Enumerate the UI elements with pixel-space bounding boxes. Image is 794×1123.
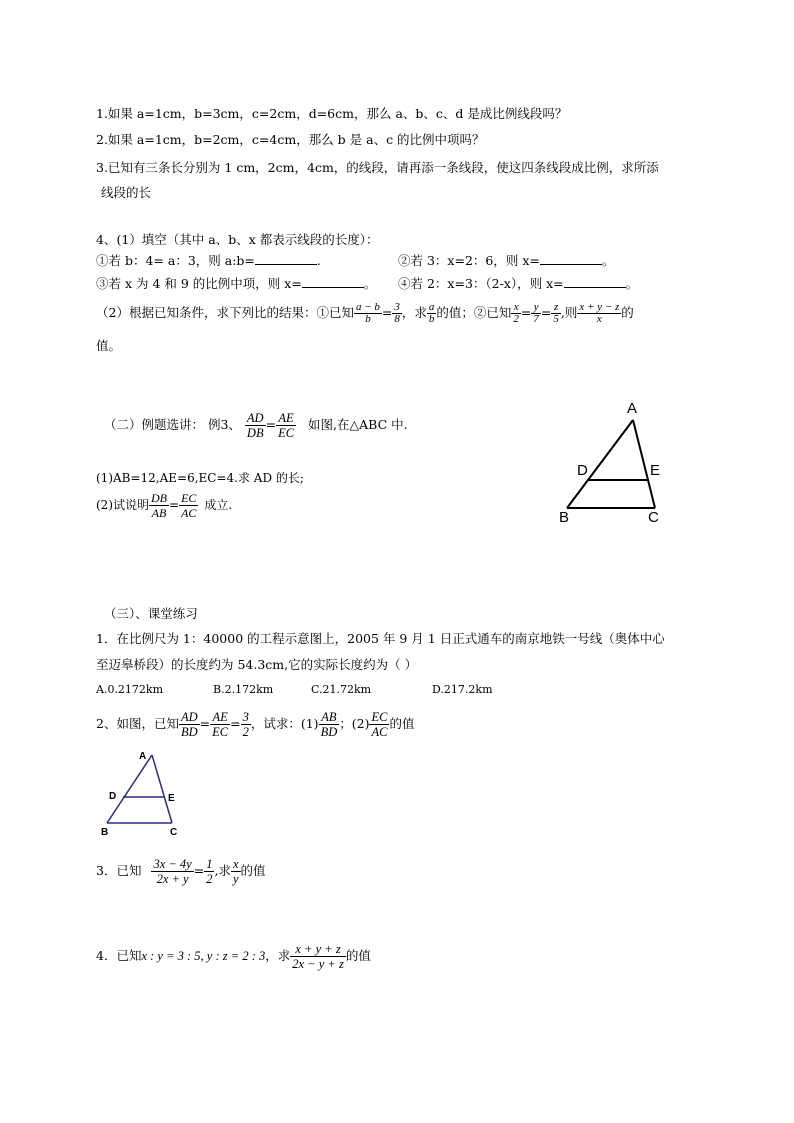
fraction (577, 302, 621, 325)
fraction (149, 491, 169, 520)
question-4-heading: 4、(1）填空（其中 a、b、x 都表示线段的长度）： (96, 232, 379, 247)
fraction (151, 857, 193, 886)
point-label-d: D (109, 791, 117, 802)
fill-blank-4-text: ④若 2：x=3：（2-x），则 x= (398, 276, 564, 291)
example-after: 如图,在△ABC 中. (308, 417, 408, 432)
fraction (210, 710, 230, 739)
numerator: 3 (394, 301, 400, 313)
denominator: 2 (206, 872, 213, 886)
equals-sign: = (193, 863, 205, 878)
equals-sign: = (199, 716, 211, 731)
numerator: a − b (355, 301, 380, 313)
numerator: 3 (242, 710, 249, 724)
fill-blank-4 (398, 274, 638, 292)
question-4-part-2-end: 值。 (96, 338, 122, 353)
denominator: AC (181, 506, 197, 520)
vertex-label-a: A (627, 400, 638, 417)
numerator: x (232, 857, 239, 871)
practice-4-post: 的值 (345, 948, 371, 963)
fraction (231, 857, 241, 886)
answer-blank[interactable] (564, 276, 626, 288)
practice-heading: （三）、课堂练习 (104, 606, 198, 621)
fraction (204, 857, 214, 886)
fill-blank-1 (96, 251, 321, 269)
fraction (276, 411, 296, 440)
practice-2-sep: ；(2) (339, 716, 370, 731)
fill-blank-3-end: 。 (363, 276, 377, 291)
fill-blank-2 (398, 251, 614, 269)
fraction (241, 710, 251, 739)
equals-sign: = (265, 417, 277, 432)
point-label-d: D (577, 462, 588, 479)
denominator: 2x − y + z (292, 957, 344, 971)
numerator: AE (276, 411, 296, 426)
option-d: D.217.2km (432, 683, 493, 696)
equals-sign: = (169, 498, 180, 512)
part2-text: 的 (621, 305, 634, 320)
denominator: b (365, 313, 371, 325)
practice-3-mid: ,求 (214, 863, 231, 878)
fraction (290, 942, 346, 971)
denominator: AC (371, 725, 388, 739)
part2-text: 的值；②已知 (436, 305, 512, 320)
fraction (245, 411, 266, 440)
denominator: BD (180, 725, 198, 739)
practice-triangle-figure (96, 745, 186, 840)
numerator: 1 (206, 857, 213, 871)
numerator: AB (319, 710, 340, 725)
numerator: AD (180, 710, 198, 724)
practice-1-line-2: 至迈皋桥段）的长度约为 54.3cm,它的实际长度约为（ ） (96, 657, 418, 672)
fill-blank-4-end: 。 (625, 276, 639, 291)
numerator: EC (181, 491, 197, 505)
part2-intro: （2）根据已知条件，求下列比的结果：①已知 (96, 305, 354, 320)
numerator: y (531, 302, 541, 314)
point-label-e: E (650, 462, 661, 479)
practice-2-mid: ，试求：(1) (250, 716, 319, 731)
practice-3-post: 的值 (240, 863, 266, 878)
denominator: EC (212, 725, 229, 739)
option-b: B.2.172km (213, 683, 274, 696)
example-intro: （二）例题选讲： 例3、 (104, 417, 241, 432)
fill-blank-3 (96, 274, 376, 292)
denominator: EC (278, 426, 295, 440)
denominator: 8 (394, 313, 400, 325)
fill-blank-3-text: ③若 x 为 4 和 9 的比例中项，则 x= (96, 276, 302, 291)
fraction (179, 710, 200, 739)
vertex-label-b: B (101, 827, 109, 838)
option-c: C.21.72km (311, 683, 372, 696)
fill-blank-2-text: ②若 3：x=2：6，则 x= (398, 253, 540, 268)
fill-blank-1-end: . (316, 253, 321, 268)
denominator: AB (151, 506, 167, 520)
answer-blank[interactable] (255, 253, 317, 265)
practice-4-pre: 4．已知 (96, 948, 142, 963)
numerator: z (551, 302, 561, 314)
example-q2-pre: (2)试说明 (96, 498, 149, 512)
equals-sign: = (540, 305, 552, 320)
side-ac (152, 755, 172, 823)
vertex-label-b: B (559, 509, 570, 526)
numerator: 3x − 4y (153, 857, 192, 871)
example-heading (104, 406, 408, 444)
point-label-e: E (168, 793, 175, 804)
denominator: 5 (553, 313, 559, 325)
vertex-label-c: C (170, 827, 178, 838)
fraction (369, 710, 389, 739)
numerator: a (428, 301, 435, 313)
practice-3 (96, 852, 266, 890)
part2-text: ，求 (401, 305, 427, 320)
denominator: BD (320, 725, 338, 739)
vertex-label-a: A (139, 751, 147, 762)
denominator: 7 (533, 313, 539, 325)
practice-3-pre: 3．已知 (96, 863, 142, 878)
practice-2 (96, 705, 414, 743)
fraction (392, 302, 402, 325)
question-2: 2.如果 a=1cm，b=2cm，c=4cm，那么 b 是 a、c 的比例中项吗？ (96, 132, 485, 147)
ratio-expression: x : y = 3 : 5, y : z = 2 : 3 (141, 949, 266, 963)
option-a: A.0.2172km (96, 683, 164, 696)
equals-sign: = (381, 305, 393, 320)
side-ab (107, 755, 152, 823)
denominator: y (232, 872, 239, 886)
part2-text: ,则 (560, 305, 578, 320)
fill-blank-2-end: 。 (601, 253, 615, 268)
fraction (427, 302, 437, 325)
question-3-line-2: 线段的长 (101, 185, 152, 200)
equals-sign: = (520, 305, 532, 320)
equals-sign: = (230, 716, 241, 731)
example-q2-post: 成立. (204, 498, 233, 512)
practice-4-mid: ，求 (265, 948, 291, 963)
triangle-figure (555, 398, 675, 528)
practice-2-post: 的值 (389, 716, 415, 731)
practice-4 (96, 937, 371, 975)
question-3-line-1: 3.已知有三条长分别为 1 cm，2cm，4cm，的线段，请再添一条线段，使这四条线段成比例，求所添 (96, 160, 659, 175)
fraction (179, 491, 198, 520)
denominator: 2 (513, 313, 519, 325)
practice-1-line-1: 1．在比例尺为 1：40000 的工程示意图上，2005 年 9 月 1 日正式通车的南京地铁一号线（奥体中心 (96, 631, 665, 646)
numerator: x + y − z (579, 301, 620, 313)
practice-2-pre: 2、如图，已知 (96, 716, 179, 731)
denominator: x (596, 313, 602, 325)
numerator: DB (151, 491, 167, 505)
question-4-part-2 (96, 298, 634, 328)
numerator: AE (210, 710, 230, 725)
numerator: x (511, 302, 521, 314)
fraction (511, 302, 521, 325)
fill-blank-1-text: ①若 b：4= a：3，则 a:b= (96, 253, 255, 268)
example-question-1: (1)AB=12,AE=6,EC=4.求 AD 的长; (96, 471, 304, 485)
answer-blank[interactable] (540, 253, 602, 265)
numerator: EC (371, 710, 388, 724)
example-question-2 (96, 487, 232, 523)
answer-blank[interactable] (302, 276, 364, 288)
denominator: 2 (242, 725, 249, 739)
numerator: AD (246, 411, 264, 425)
denominator: 2x + y (156, 872, 189, 886)
fraction (354, 302, 382, 325)
numerator: x + y + z (290, 942, 346, 957)
fraction (319, 710, 340, 739)
vertex-label-c: C (648, 509, 659, 526)
question-1: 1.如果 a=1cm，b=3cm，c=2cm，d=6cm，那么 a、b、c、d 是成比例线段吗？ (96, 106, 568, 121)
denominator: b (428, 313, 435, 325)
fraction (531, 302, 541, 325)
fraction (551, 302, 561, 325)
denominator: DB (246, 426, 264, 440)
